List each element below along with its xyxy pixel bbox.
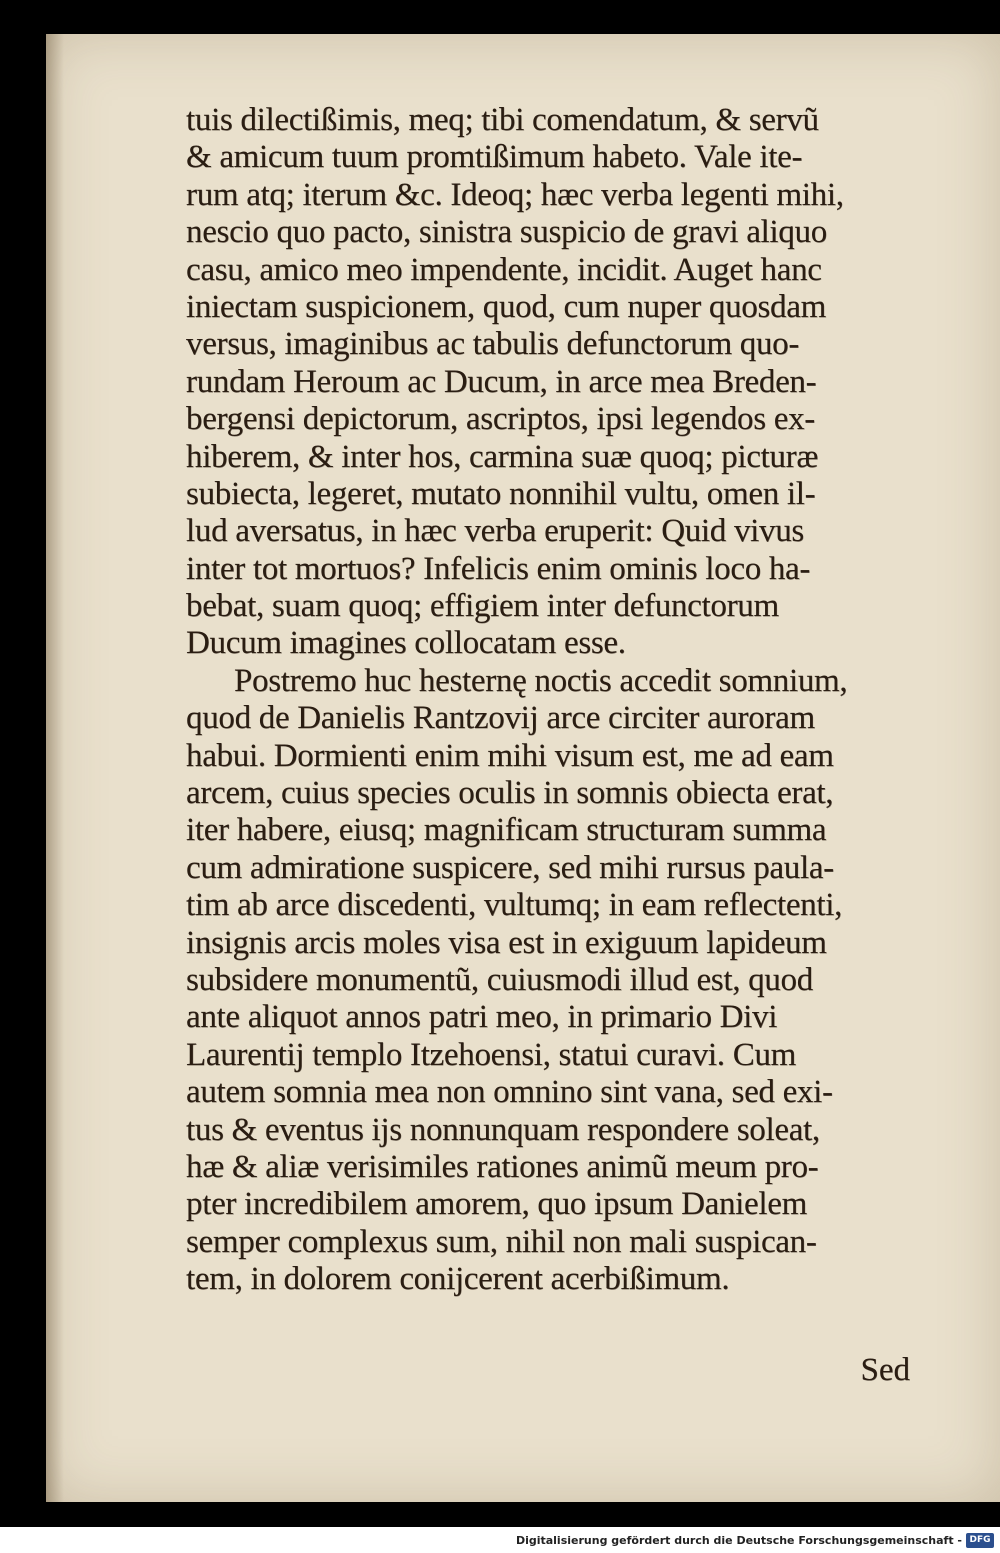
text-block <box>186 102 958 1299</box>
dfg-logo-icon: DFG <box>966 1533 994 1548</box>
text-line: nescio quo pacto, sinistra suspicio de gravi aliquo <box>186 214 827 251</box>
text-line: versus, imaginibus ac tabulis defunctorum quo- <box>186 326 800 363</box>
footer-bar <box>0 1527 1000 1553</box>
text-line: hæ & aliæ verisimiles rationes animũ meum pro- <box>186 1148 819 1185</box>
text-line: inter tot mortuos? Infelicis enim ominis loco ha- <box>186 550 811 587</box>
text-line: subsidere monumentũ, cuiusmodi illud est, quod <box>186 961 813 998</box>
funding-credit: Digitalisierung gefördert durch die Deutsche Forschungsgemeinschaft - <box>515 1534 962 1547</box>
text-line: rundam Heroum ac Ducum, in arce mea Breden- <box>186 363 817 400</box>
text-line: hiberem, & inter hos, carmina suæ quoq; picturæ <box>186 438 819 475</box>
text-line: rum atq; iterum &c. Ideoq; hæc verba legenti mihi, <box>186 176 844 213</box>
text-line: tim ab arce discedenti, vultumq; in eam reflectenti, <box>186 887 843 924</box>
text-line: pter incredibilem amorem, quo ipsum Danielem <box>186 1186 807 1223</box>
text-line: Ducum imagines collocatam esse. <box>186 625 626 662</box>
text-line: ante aliquot annos patri meo, in primario Divi <box>186 999 778 1036</box>
text-line: tus & eventus ijs nonnunquam respondere soleat, <box>186 1111 820 1148</box>
text-line: lud aversatus, in hæc verba eruperit: Quid vivus <box>186 513 804 550</box>
text-line: quod de Danielis Rantzovij arce circiter auroram <box>186 700 815 737</box>
text-line: arcem, cuius species oculis in somnis obiecta erat, <box>186 775 834 812</box>
text-line: bergensi depictorum, ascriptos, ipsi legendos ex- <box>186 401 815 438</box>
text-line: tuis dilectißimis, meq; tibi comendatum, & servũ <box>186 102 819 138</box>
text-line: insignis arcis moles visa est in exiguum lapideum <box>186 924 827 961</box>
paragraph-first-line: Postremo huc hesternę noctis accedit somnium, <box>234 662 848 699</box>
text-line: tem, in dolorem conijcerent acerbißimum. <box>186 1261 730 1298</box>
text-line: iniectam suspicionem, quod, cum nuper quosdam <box>186 288 826 325</box>
catchword: Sed <box>860 1352 910 1388</box>
text-line: & amicum tuum promtißimum habeto. Vale ite- <box>186 139 803 176</box>
text-line: iter habere, eiusq; magnificam structuram summa <box>186 812 827 849</box>
text-line: bebat, suam quoq; effigiem inter defunctorum <box>186 588 779 625</box>
book-page <box>46 34 1000 1502</box>
text-line: habui. Dormienti enim mihi visum est, me ad eam <box>186 737 834 774</box>
text-line: Laurentij templo Itzehoensi, statui curavi. Cum <box>186 1036 796 1073</box>
text-line: casu, amico meo impendente, incidit. Auget hanc <box>186 251 822 288</box>
text-line: cum admiratione suspicere, sed mihi rursus paula- <box>186 849 834 886</box>
text-line: autem somnia mea non omnino sint vana, sed exi- <box>186 1074 833 1111</box>
text-line: semper complexus sum, nihil non mali suspican- <box>186 1223 817 1260</box>
text-line: subiecta, legeret, mutato nonnihil vultu, omen il- <box>186 475 816 512</box>
